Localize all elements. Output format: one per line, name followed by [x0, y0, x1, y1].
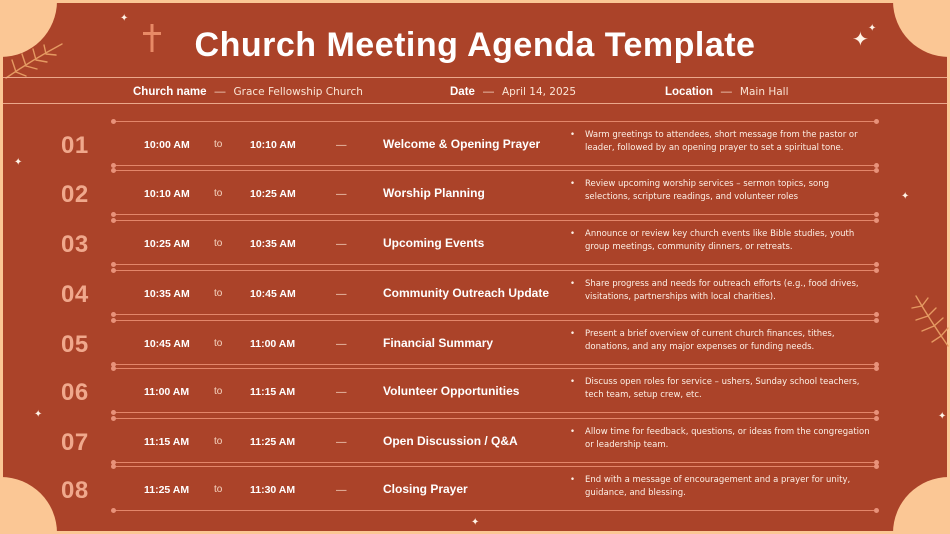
bullet-icon: • [570, 279, 576, 289]
dash-separator: — [336, 386, 347, 398]
description-text: End with a message of encouragement and a prayer for unity, guidance, and blessing. [585, 475, 851, 498]
bullet-icon: • [570, 329, 576, 339]
start-time: 10:10 AM [144, 188, 190, 200]
location-field [665, 84, 789, 100]
row-divider [113, 264, 877, 265]
sparkle-icon: ✦ [471, 517, 480, 528]
row-divider [113, 418, 877, 419]
agenda-row [0, 220, 950, 268]
bullet-icon: • [570, 475, 576, 485]
description-text: Present a brief overview of current church finances, tithes, donations, and any major expenses or funding needs. [585, 329, 835, 352]
agenda-topic: Community Outreach Update [383, 286, 550, 300]
item-number: 01 [61, 132, 89, 159]
agenda-row [0, 121, 950, 169]
row-divider [113, 466, 877, 467]
dash-separator: — [336, 484, 347, 496]
sparkle-icon: ✦ [120, 13, 129, 24]
start-time: 11:00 AM [144, 386, 190, 398]
dash-separator: — [336, 188, 347, 200]
end-time: 10:10 AM [250, 139, 296, 151]
separator: — [720, 86, 732, 98]
bullet-icon: • [570, 377, 576, 387]
church-name-label: Church name [133, 86, 207, 98]
dash-separator: — [336, 288, 347, 300]
end-time: 10:25 AM [250, 188, 296, 200]
to-label: to [214, 188, 223, 199]
description-text: Review upcoming worship services – sermon topics, song selections, scripture readings, and volunteer roles [585, 179, 830, 202]
to-label: to [214, 338, 223, 349]
agenda-row [0, 320, 950, 368]
sparkle-icon: ✦ [852, 29, 869, 51]
agenda-topic: Closing Prayer [383, 482, 468, 496]
row-divider [113, 368, 877, 369]
end-time: 10:45 AM [250, 288, 296, 300]
end-time: 10:35 AM [250, 238, 296, 250]
dash-separator: — [336, 238, 347, 250]
row-divider [113, 412, 877, 413]
row-divider [113, 364, 877, 365]
church-name-value: Grace Fellowship Church [233, 86, 363, 98]
agenda-topic: Upcoming Events [383, 236, 485, 250]
dash-separator: — [336, 139, 347, 151]
location-label: Location [665, 86, 713, 98]
description-text: Allow time for feedback, questions, or ideas from the congregation or leadership team. [585, 427, 870, 450]
row-divider [113, 320, 877, 321]
agenda-topic: Welcome & Opening Prayer [383, 137, 541, 151]
agenda-description [570, 376, 870, 402]
agenda-topic: Worship Planning [383, 186, 485, 200]
item-number: 05 [61, 331, 89, 358]
bullet-icon: • [570, 179, 576, 189]
agenda-row [0, 270, 950, 318]
item-number: 06 [61, 379, 89, 406]
sparkle-icon: ✦ [868, 23, 877, 34]
agenda-topic: Volunteer Opportunities [383, 384, 520, 398]
row-divider [113, 314, 877, 315]
to-label: to [214, 139, 223, 150]
row-divider [113, 510, 877, 511]
start-time: 11:25 AM [144, 484, 190, 496]
row-divider [113, 462, 877, 463]
description-text: Discuss open roles for service – ushers, Sunday school teachers, tech team, setup crew, etc. [585, 377, 860, 400]
item-number: 02 [61, 181, 89, 208]
row-divider [113, 170, 877, 171]
row-divider [113, 214, 877, 215]
bullet-icon: • [570, 427, 576, 437]
description-text: Announce or review key church events like Bible studies, youth group meetings, community dinners, or retreats. [585, 229, 855, 252]
start-time: 10:45 AM [144, 338, 190, 350]
dash-separator: — [336, 338, 347, 350]
item-number: 03 [61, 231, 89, 258]
agenda-topic: Open Discussion / Q&A [383, 434, 518, 448]
agenda-row [0, 170, 950, 218]
header-rule [3, 77, 947, 78]
row-divider [113, 220, 877, 221]
agenda-description [570, 328, 870, 354]
start-time: 11:15 AM [144, 436, 190, 448]
date-value: April 14, 2025 [501, 86, 577, 98]
location-value: Main Hall [739, 86, 789, 98]
start-time: 10:35 AM [144, 288, 190, 300]
item-number: 04 [61, 281, 89, 308]
description-text: Warm greetings to attendees, short message from the pastor or leader, followed by an opening prayer to set a spiritual tone. [585, 130, 858, 153]
row-divider [113, 165, 877, 166]
agenda-row [0, 418, 950, 466]
agenda-description [570, 278, 870, 304]
to-label: to [214, 288, 223, 299]
end-time: 11:00 AM [250, 338, 296, 350]
start-time: 10:25 AM [144, 238, 190, 250]
to-label: to [214, 484, 223, 495]
sparkle-icon: ✦ [34, 409, 43, 420]
to-label: to [214, 238, 223, 249]
end-time: 11:25 AM [250, 436, 296, 448]
agenda-description [570, 178, 870, 204]
bullet-icon: • [570, 229, 576, 239]
to-label: to [214, 436, 223, 447]
end-time: 11:15 AM [250, 386, 296, 398]
header-rule [3, 103, 947, 104]
end-time: 11:30 AM [250, 484, 296, 496]
sparkle-icon: ✦ [901, 191, 910, 202]
sparkle-icon: ✦ [14, 157, 23, 168]
page-title: Church Meeting Agenda Template [194, 26, 756, 64]
separator: — [214, 86, 226, 98]
row-divider [113, 270, 877, 271]
to-label: to [214, 386, 223, 397]
date-label: Date [450, 86, 475, 98]
agenda-description [570, 474, 870, 500]
item-number: 07 [61, 429, 89, 456]
description-text: Share progress and needs for outreach efforts (e.g., food drives, visitations, partnerships with local charities). [585, 279, 859, 302]
date-field [450, 84, 576, 100]
item-number: 08 [61, 477, 89, 504]
agenda-description [570, 426, 870, 452]
agenda-row [0, 466, 950, 514]
agenda-topic: Financial Summary [383, 336, 494, 350]
dash-separator: — [336, 436, 347, 448]
separator: — [482, 86, 494, 98]
agenda-description [570, 228, 870, 254]
start-time: 10:00 AM [144, 139, 190, 151]
agenda-description [570, 129, 870, 155]
church-name-field [133, 84, 363, 100]
bullet-icon: • [570, 130, 576, 140]
sparkle-icon: ✦ [938, 411, 947, 422]
agenda-row [0, 368, 950, 416]
